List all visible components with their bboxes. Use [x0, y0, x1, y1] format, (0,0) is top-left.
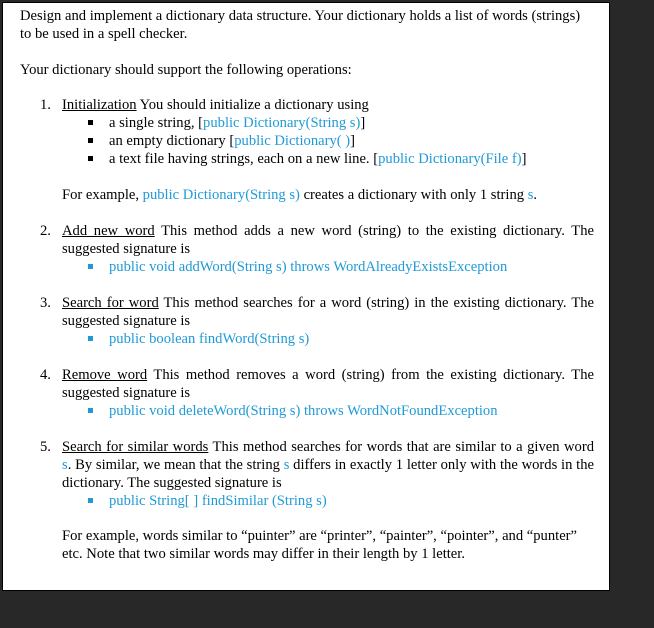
item-number: 5. — [40, 439, 51, 455]
code-signature: public void addWord(String s) throws WordAlreadyExistsException — [88, 258, 594, 276]
code-signature: public boolean findWord(String s) — [88, 330, 594, 348]
signature-list — [62, 402, 594, 420]
item-description: You should initialize a dictionary using — [136, 97, 369, 113]
item-description: This method adds a new word (string) to the existing dictionary. The suggested signature is — [62, 223, 594, 257]
code-signature: public Dictionary(String s) — [142, 187, 300, 203]
item-heading: Remove word — [62, 367, 148, 383]
operation-add-word — [20, 222, 594, 276]
code-signature: public Dictionary( ) — [234, 133, 351, 149]
init-options-list — [62, 114, 594, 168]
signature-list — [62, 492, 594, 510]
code-variable: s — [527, 187, 534, 203]
similar-example: For example, words similar to “puinter” are “printer”, “painter”, “pointer”, and “punter” etc. Note that two similar words may differ in their length by 1 letter. — [62, 528, 578, 562]
list-item: a text file having strings, each on a new line. [public Dictionary(File f)] — [88, 150, 594, 168]
item-heading: Search for word — [62, 295, 159, 311]
item-description: This method removes a word (string) from the existing dictionary. The suggested signature is — [62, 367, 594, 401]
item-number: 1. — [40, 97, 51, 113]
item-description: This method searches for a word (string) in the existing dictionary. The suggested signature is — [62, 295, 595, 329]
item-heading-line: Search for similar words This method searches for words that are similar to a given word s. By similar, we mean that the string s differs in exactly 1 letter only with the words in the dictionary. The suggested signature is — [62, 439, 595, 491]
signature-list — [62, 330, 594, 348]
code-variable: s — [62, 457, 68, 473]
code-signature: public Dictionary(String s) — [203, 115, 361, 131]
item-heading-line — [62, 294, 594, 330]
item-heading: Add new word — [62, 223, 155, 239]
signature-list — [62, 258, 594, 276]
list-item: a single string, [public Dictionary(String s)] — [88, 114, 594, 132]
item-heading-line — [62, 96, 594, 114]
item-number: 4. — [40, 367, 51, 383]
intro-text: Design and implement a dictionary data structure. Your dictionary holds a list of words (strings) to be used in a spell checker. — [20, 8, 581, 42]
init-example: For example, public Dictionary(String s) creates a dictionary with only 1 string s. — [62, 187, 538, 203]
intro-operations: Your dictionary should support the following operations: — [20, 62, 352, 78]
code-signature: public String[ ] findSimilar (String s) — [88, 492, 594, 510]
item-heading: Initialization — [62, 97, 137, 113]
item-heading-line — [62, 366, 594, 402]
item-heading: Search for similar words — [62, 439, 209, 455]
list-item: an empty dictionary [public Dictionary( )] — [88, 132, 594, 150]
operation-find-similar — [20, 438, 594, 563]
operation-find-word — [20, 294, 594, 348]
operation-remove-word — [20, 366, 594, 420]
code-variable: s — [283, 457, 290, 473]
item-number: 2. — [40, 223, 51, 239]
code-signature: public Dictionary(File f) — [378, 151, 522, 167]
item-number: 3. — [40, 295, 51, 311]
operation-initialization — [20, 96, 594, 204]
document-page — [2, 2, 610, 591]
code-signature: public void deleteWord(String s) throws WordNotFoundException — [88, 402, 594, 420]
item-heading-line — [62, 222, 594, 258]
